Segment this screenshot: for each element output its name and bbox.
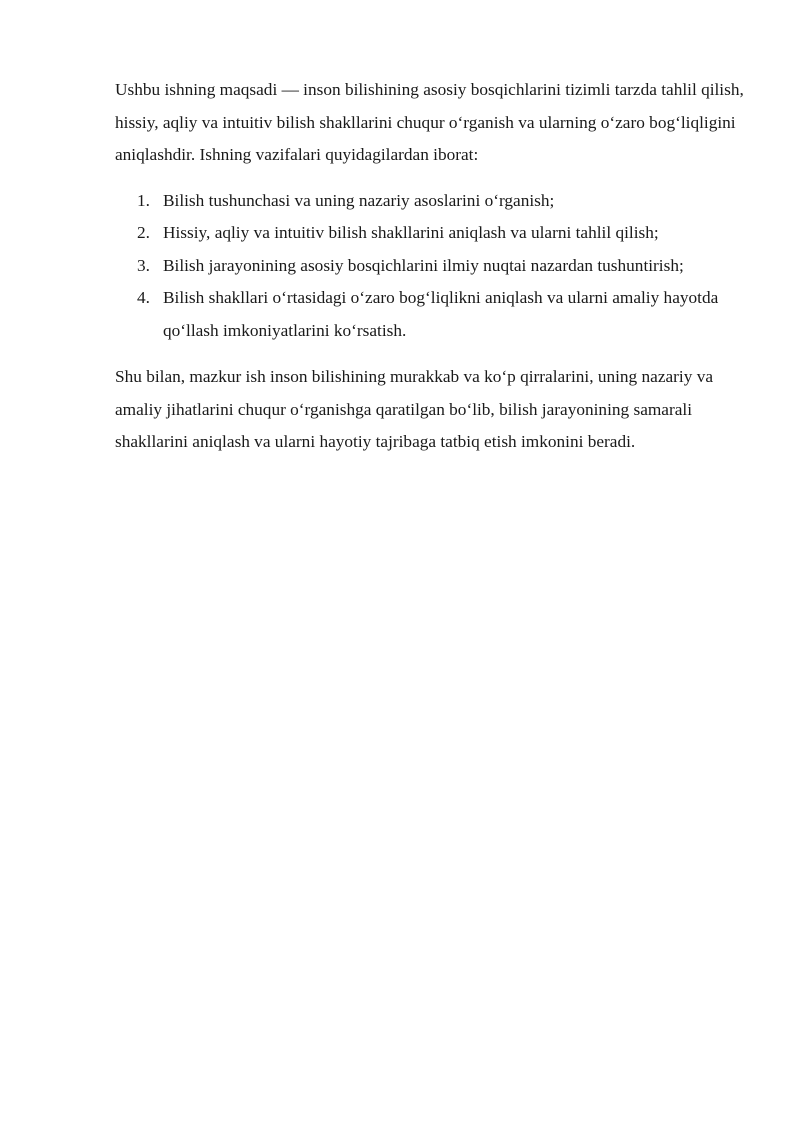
list-item-number: 3. (137, 255, 150, 275)
list-item-text: Bilish shakllari o‘rtasidagi o‘zaro bog‘liqlikni aniqlash va ularni amaliy hayotda qo‘llash imkoniyatlarini ko‘rsatish. (163, 288, 719, 340)
list-item-text: Bilish jarayonining asosiy bosqichlarini ilmiy nuqtai nazardan tushuntirish; (163, 255, 684, 275)
list-item-text: Hissiy, aqliy va intuitiv bilish shakllarini aniqlash va ularni tahlil qilish; (163, 223, 659, 242)
intro-paragraph: Ushbu ishning maqsadi — inson bilishining asosiy bosqichlarini tizimli tarzda tahlil qilish, hissiy, aqliy va intuitiv bilish shakllarini chuqur o‘rganish va ularning o‘zaro bog‘liqligini aniqlashdir. Ishning vazifalari quyidagilardan iborat: (115, 80, 744, 164)
closing-paragraph: Shu bilan, mazkur ish inson bilishining murakkab va ko‘p qirralarini, uning nazariy va amaliy jihatlarini chuqur o‘rganishga qaratilgan bo‘lib, bilish jarayonining samarali shakllarini aniqlash va ularni hayotiy tajribaga tatbiq etish imkonini beradi. (115, 367, 714, 451)
list-item-number: 4. (137, 288, 150, 307)
list-item (115, 282, 745, 347)
task-list (115, 185, 745, 348)
list-item (115, 217, 745, 250)
document-body (115, 74, 745, 459)
list-item (115, 250, 745, 283)
list-item-text: Bilish tushunchasi va uning nazariy asoslarini o‘rganish; (163, 190, 555, 210)
list-item (115, 185, 745, 218)
list-item-number: 2. (137, 223, 150, 242)
list-item-number: 1. (137, 190, 150, 210)
